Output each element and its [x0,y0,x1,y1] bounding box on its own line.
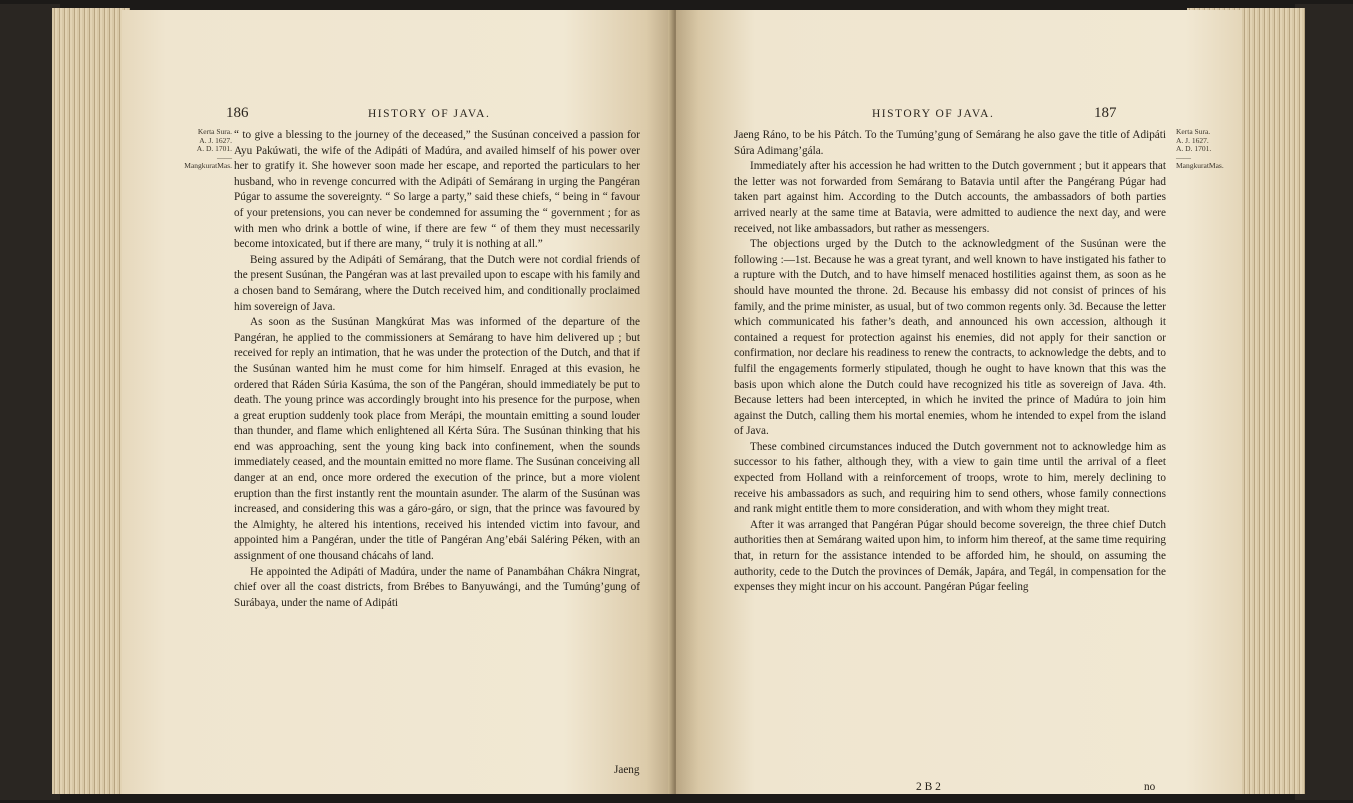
page-number: 187 [1094,105,1117,121]
paragraph: Being assured by the Adipáti of Semárang, that the Dutch were not cordial friends of the present Susúnan, the Pangéran was at last prevailed upon to escape with his family and a chosen band to Semárang, where the Dutch received him, and conditionally proclaimed him sovereign of Java. [234,253,640,313]
margin-note: Kerta Sura. A. J. 1627. A. D. 1701. —— MangkuratMas. [184,127,232,170]
running-head: HISTORY OF JAVA. [872,108,995,120]
left-cover [0,4,60,800]
paragraph: Jaeng Ráno, to be his Pátch. To the Tumúng’gung of Semárang he also gave the title of Adipáti Súra Adimang’gála. [734,129,1166,157]
paragraph: He appointed the Adipáti of Madúra, under the name of Panambáhan Chákra Ningrat, chief over all the coast districts, from Brébes to Banyuwángi, and the Tumúng’gung of Surábaya, under the name of Adipáti [234,565,640,609]
left-page-edges [52,8,130,794]
paragraph: As soon as the Susúnan Mangkúrat Mas was informed of the departure of the Pangéran, he applied to the commissioners at Semárang to have him delivered up ; but received for reply an intimation, that he was under the protection of the Dutch, and that if the Susúnan wanted him he must come for him himself. Enraged at this evasion, he ordered that Ráden Súria Kasúma, the son of the Pangéran, should immediately be put to death. The young prince was accordingly brought into his presence for the purpose, when a great eruption suddenly took place from Merápi, the mountain emitting a sound louder than thunder, and flame which enlightened all Kérta Súra. The Susúnan thinking that his end was approaching, sent the young king back into confinement, when the sounds immediately ceased, and the mountain emitted no more flame. The Susúnan conceiving all danger at an end, once more ordered the execution of the prince, but a more violent eruption than the first instantly rent the mountain asunder. The alarm of the Susúnan was increased, and considering this was a gáro-gáro, or sign, that the prince was favoured by the Almighty, he altered his intentions, received his intended victim into favour, and appointed him a Pangéran, under the title of Pangéran Ang’ebái Saléring Péken, with an assignment of one thousand chácahs of land. [234,316,640,563]
page-number: 186 [226,105,249,121]
left-page [122,10,674,794]
catchword: no [1144,781,1156,793]
signature-mark: 2 B 2 [916,781,941,793]
paragraph: After it was arranged that Pangéran Púgar should become sovereign, the three chief Dutch authorities then at Semárang waited upon him, to inform him thereof, at the same time requiring that, in return for the assistance intended to be afforded him, he should, on assuming the authority, cede to the Dutch the provinces of Demák, Japára, and Tegál, in compensation for the expenses they might incur on his account. Pangéran Púgar feeling [734,518,1166,594]
paragraph: These combined circumstances induced the Dutch government not to acknowledge him as successor to his father, although they, with a view to gain time until the arrival of a fleet expected from Holland with a reinforcement of troops, wrote to him, merely declining to receive his ambassadors as such, and requiring him to send others, whose family connections and rank might entitle them to more consideration, and with whom they might treat. [734,440,1166,516]
paragraph: “ to give a blessing to the journey of the deceased,” the Susúnan conceived a passion for Ayu Pakúwati, the wife of the Adipáti of Madúra, and availed himself of his power over her to gratify it. She however soon made her escape, and reported the particulars to her husband, who in revenge concurred with the Adipáti of Semárang in urging the Pangéran Púgar to assume the sovereignty. “ So large a party,” said these chiefs, “ being in “ favour of your pretensions, you can never be condemned for assuming the “ government ; for as with men who drink a bottle of wine, if there are few “ of them they must necessarily become intoxicated, but if there are many, “ truly it is nothing at all.” [234,129,640,251]
catchword: Jaeng [614,764,640,776]
margin-note: Kerta Sura. A. J. 1627. A. D. 1701. —— MangkuratMas. [1176,127,1224,170]
body-text [234,128,640,611]
body-text [734,128,1166,596]
running-head: HISTORY OF JAVA. [368,108,491,120]
paragraph: Immediately after his accession he had written to the Dutch government ; but it appears that the letter was not forwarded from Semárang to Batavia until after the Pangérang Púgar had taken part against him. According to the Dutch accounts, the ambassadors of both parties arrived nearly at the same time at Batavia, were admitted to audience the next day, and were received, not like ambassadors, but rather as messengers. [734,160,1166,235]
right-page [676,10,1242,794]
paragraph: The objections urged by the Dutch to the acknowledgment of the Susúnan were the following :—1st. Because he was a great tyrant, and well known to have instigated his father to a rupture with the Dutch, and to have himself menaced hostilities against them, as soon as he should have mounted the throne. 2d. Because his embassy did not consist of princes of his family, and the prime minister, as usual, but of two common regents only. 3d. Because the letter which communicated his father’s death, and announced his own accession, although it contained a request for protection against his enemies, did not apply for their sanction or confirmation, nor declare his readiness to renew the contracts, to acknowledge the debts, and to fulfil the engagements formerly stipulated, though he ought to have known that this was the basis upon which alone the Dutch could have recognized his title as sovereign of Java. 4th. Because letters had been intercepted, in which he invited the prince of Madúra to join him against the Dutch, calling them his mortal enemies, whom he intended to expel from the island of Java. [734,238,1166,438]
